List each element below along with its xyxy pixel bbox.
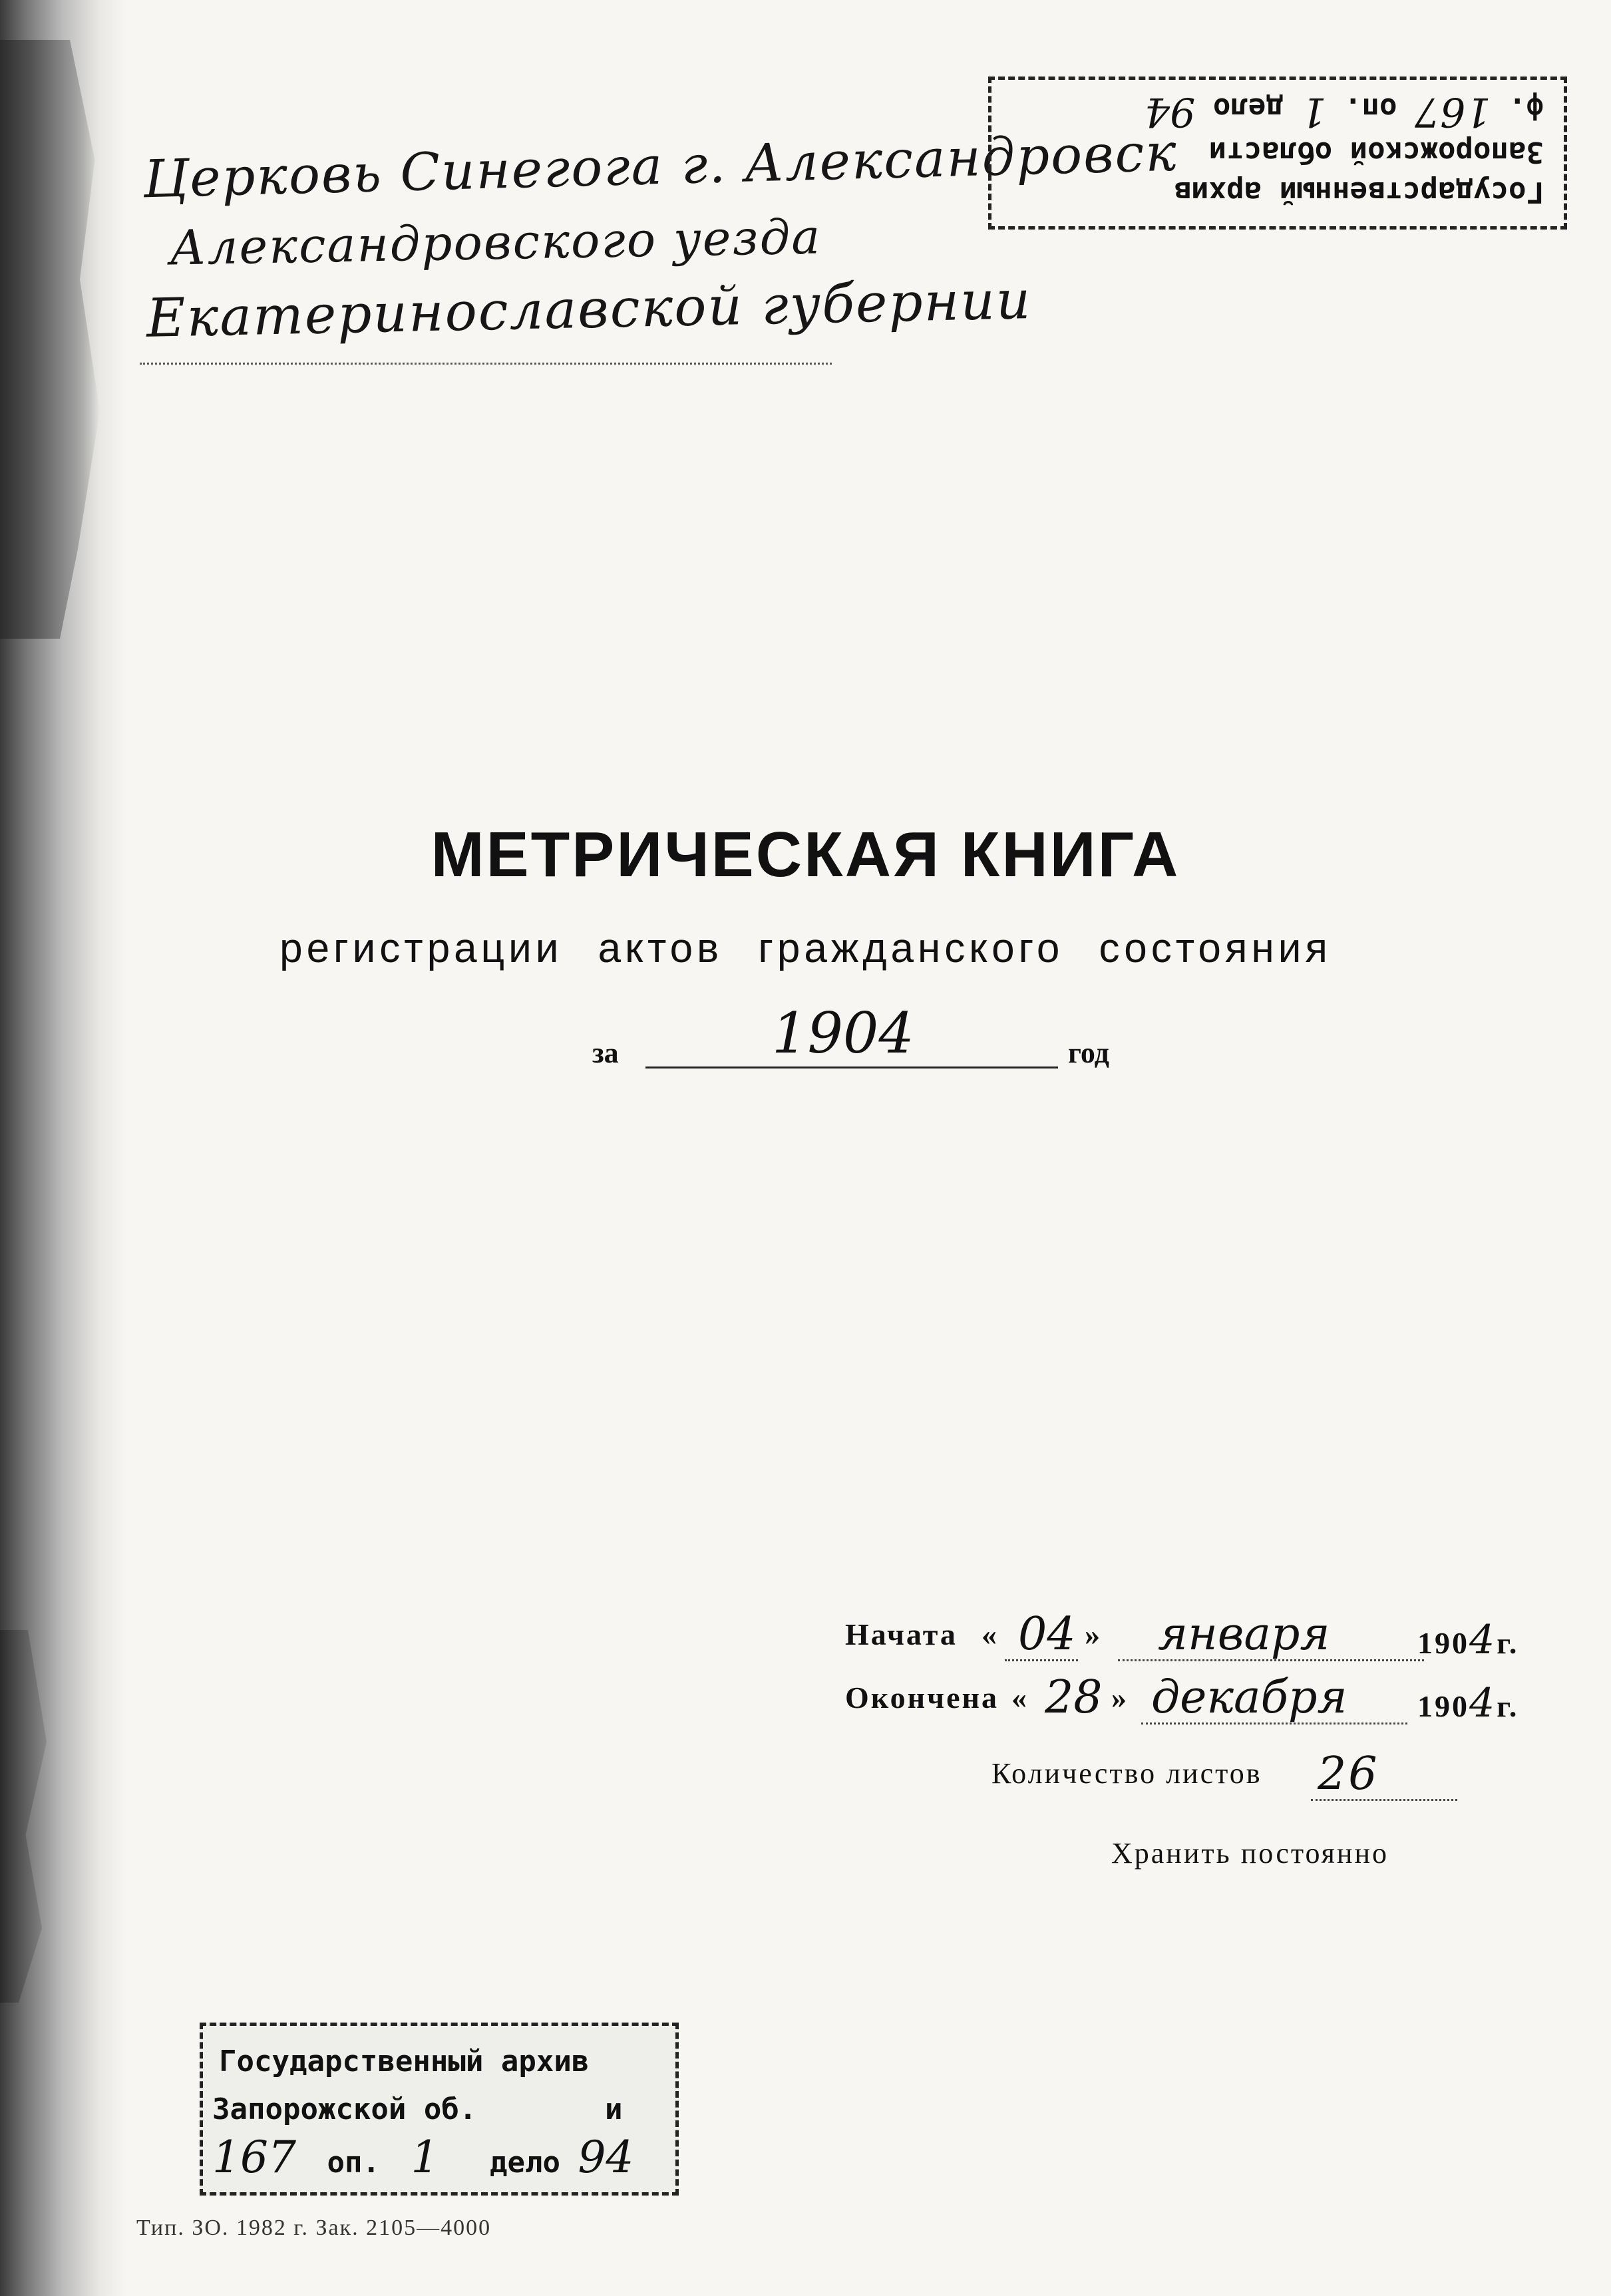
- start-month: января: [1158, 1608, 1330, 1661]
- document-subtitle: регистрации актов гражданского состояния: [279, 925, 1332, 971]
- stamp-bottom-line2: Запорожской об. и: [212, 2092, 623, 2126]
- end-year: 1904г.: [1417, 1680, 1519, 1726]
- document-title: МЕТРИЧЕСКАЯ КНИГА: [431, 819, 1180, 890]
- storage-note: Хранить постоянно: [1111, 1837, 1389, 1870]
- start-label: Начата: [845, 1617, 958, 1651]
- archive-stamp-bottom: [200, 2023, 679, 2196]
- archive-stamp-top: [988, 77, 1567, 230]
- year-value: 1904: [772, 1001, 914, 1066]
- start-year-hand: 4: [1469, 1617, 1497, 1663]
- start-date-row: Начата « 04 » января 1904г.: [845, 1608, 1519, 1663]
- handwritten-church-name: Церковь Синегога г. Александровск: [142, 122, 1178, 210]
- sheets-label: Количество листов: [991, 1757, 1262, 1790]
- stamp-top-line2: Запорожской области: [1208, 135, 1544, 169]
- stamp-top-delo: 94: [1144, 88, 1196, 135]
- stamp-bottom-delo: 94: [578, 2132, 634, 2183]
- end-month: декабря: [1151, 1671, 1347, 1724]
- end-year-hand: 4: [1469, 1680, 1497, 1726]
- dates-block: [845, 1608, 1577, 2016]
- printer-imprint: Тип. ЗО. 1982 г. Зак. 2105—4000: [136, 2215, 492, 2240]
- handwritten-guberniya: Екатеринославской губернии: [146, 269, 1033, 349]
- stamp-bottom-fond: 167: [212, 2132, 296, 2183]
- end-label: Окончена: [845, 1681, 999, 1715]
- year-suffix: год: [1068, 1037, 1109, 1069]
- header-underline: [140, 363, 832, 365]
- start-day: 04: [1018, 1608, 1076, 1661]
- stamp-bottom-line1: Государственный архив: [219, 2045, 590, 2078]
- stamp-bottom-line3: 167 оп. 1 дело 94: [212, 2132, 634, 2183]
- handwritten-uezd: Александровского уезда: [169, 208, 822, 276]
- year-line: [592, 1001, 1125, 1078]
- stamp-top-line3: ф. 167 оп. 1 дело 94: [1144, 88, 1544, 135]
- start-year: 1904г.: [1417, 1617, 1519, 1663]
- stamp-top-op: 1: [1301, 88, 1327, 135]
- year-prefix: за: [592, 1037, 619, 1069]
- stamp-bottom-op: 1: [411, 2132, 439, 2183]
- stamp-top-fond: 167: [1414, 88, 1491, 135]
- year-rule: [645, 1066, 1058, 1068]
- stamp-top-line1: Государственный архив: [1173, 175, 1544, 209]
- end-day: 28: [1045, 1671, 1103, 1724]
- end-date-row: Окончена « 28 » декабря 1904г.: [845, 1671, 1519, 1726]
- sheets-value: 26: [1318, 1748, 1379, 1800]
- sheets-row: [991, 1748, 1379, 1810]
